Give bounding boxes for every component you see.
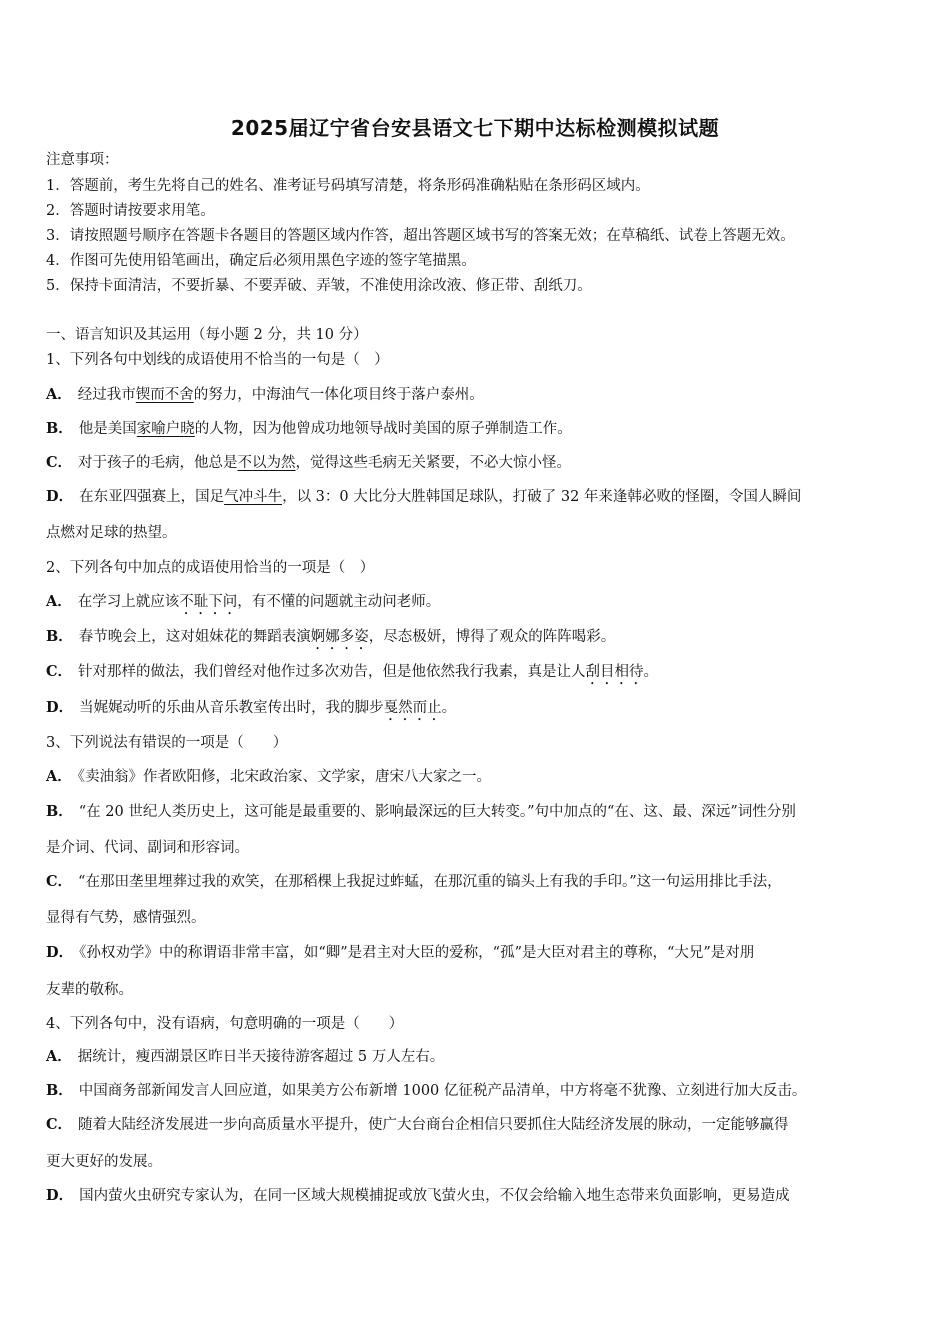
underlined-idiom: 锲而不舍	[135, 387, 194, 403]
underlined-idiom: 气冲斗牛	[224, 489, 283, 505]
question-1-option-d	[46, 487, 801, 507]
question-4-option-a	[46, 1047, 444, 1067]
option-label: B．	[46, 628, 73, 645]
question-2-option-d	[46, 698, 456, 724]
question-4-option-d	[46, 1186, 790, 1206]
option-text: “在 20 世纪人类历史上，这可能是最重要的、影响最深远的巨大转变。”句中加点的“在、这、最、深远”词性分别	[78, 804, 796, 820]
option-text: 在东亚四强赛上，国足	[79, 489, 225, 505]
dotted-idiom: 戛然而止	[383, 700, 442, 716]
question-4-stem: 4、下列各句中，没有语病，句意明确的一项是（ ）	[46, 1016, 404, 1032]
question-3-option-b-continued: 是介词、代词、副词和形容词。	[46, 840, 249, 856]
option-text: 在学习上就应该	[77, 594, 180, 610]
question-3-option-c	[46, 872, 782, 892]
question-1-option-c	[46, 453, 571, 473]
option-text: 国内萤火虫研究专家认为，在同一区域大规模捕捉或放飞萤火虫，不仅会给输入地生态带来负面影响，更易造成	[79, 1188, 790, 1204]
option-text: 中国商务部新闻发言人回应道，如果美方公布新增 1000 亿征税产品清单，中方将毫不犹豫、立刻进行加大反击。	[78, 1083, 807, 1099]
question-1-option-a	[46, 385, 484, 405]
option-text: 当娓娓动听的乐曲从音乐教室传出时，我的脚步	[79, 700, 384, 716]
option-text: ，以 3：0 大比分大胜韩国足球队，打破了 32 年来逢韩必败的怪圈，令国人瞬间	[282, 489, 802, 505]
option-text: 随着大陆经济发展进一步向高质量水平提升，使广大台商台企相信只要抓住大陆经济发展的脉动，一定能够赢得	[78, 1117, 789, 1133]
question-3-option-c-continued: 显得有气势，感情强烈。	[46, 910, 206, 926]
option-label: A．	[46, 386, 72, 403]
page-title: 2025届辽宁省台安县语文七下期中达标检测模拟试题	[230, 116, 720, 140]
option-label: C．	[46, 663, 73, 680]
option-label: D．	[46, 488, 74, 505]
option-label: C．	[46, 873, 73, 890]
option-label: C．	[46, 454, 73, 471]
option-text: 针对那样的做法，我们曾经对他作过多次劝告，但是他依然我行我素，真是让人	[78, 664, 586, 680]
option-text: 。	[643, 664, 659, 680]
option-text: 经过我市	[77, 387, 136, 403]
notice-item: 1．答题前，考生先将自己的姓名、准考证号码填写清楚，将条形码准确粘贴在条形码区域内。	[46, 178, 650, 194]
question-4-option-b	[46, 1081, 806, 1101]
option-label: B．	[46, 1082, 73, 1099]
option-label: B．	[46, 420, 73, 437]
option-text: 《卖油翁》作者欧阳修，北宋政治家、文学家，唐宋八大家之一。	[77, 769, 492, 785]
option-text: “在那田垄里埋葬过我的欢笑，在那稻棵上我捉过蚱蜢，在那沉重的镐头上有我的手印。”这一句运用排比手法，	[78, 874, 782, 890]
option-label: D．	[46, 699, 74, 716]
underlined-idiom: 不以为然	[237, 455, 296, 471]
option-text: 他是美国	[78, 421, 137, 437]
option-label: A．	[46, 768, 72, 785]
question-2-stem: 2、下列各句中加点的成语使用恰当的一项是（ ）	[46, 560, 375, 576]
option-label: A．	[46, 1048, 72, 1065]
question-4-option-c	[46, 1115, 789, 1135]
option-text: 据统计，瘦西湖景区昨日半天接待游客超过 5 万人左右。	[77, 1049, 445, 1065]
option-text: 《孙权劝学》中的称谓语非常丰富，如“卿”是君主对大臣的爱称，“孤”是大臣对君主的尊称，“大兄”是对朋	[79, 945, 755, 961]
option-text: 对于孩子的毛病，他总是	[78, 455, 238, 471]
question-1-stem: 1、下列各句中划线的成语使用不恰当的一句是（ ）	[46, 352, 389, 368]
notice-item: 4．作图可先使用铅笔画出，确定后必须用黑色字迹的签字笔描黑。	[46, 253, 476, 269]
option-label: D．	[46, 1187, 74, 1204]
notice-item: 2．答题时请按要求用笔。	[46, 203, 215, 219]
question-4-option-c-continued: 更大更好的发展。	[46, 1154, 162, 1170]
notice-item: 5．保持卡面清洁，不要折暴、不要弄破、弄皱，不准使用涂改液、修正带、刮纸刀。	[46, 278, 592, 294]
option-label: B．	[46, 803, 73, 820]
question-2-option-b	[46, 627, 615, 653]
option-text: 春节晚会上，这对姐妹花的舞蹈表演	[78, 629, 311, 645]
dotted-idiom: 不耻下问	[179, 594, 238, 610]
dotted-idiom: 刮目相待	[585, 664, 644, 680]
question-3-option-d-continued: 友辈的敬称。	[46, 982, 133, 998]
question-3-stem: 3、下列说法有错误的一项是（ ）	[46, 735, 288, 751]
question-3-option-b	[46, 802, 796, 822]
section-heading: 一、语言知识及其运用（每小题 2 分，共 10 分）	[46, 327, 368, 343]
option-label: A．	[46, 593, 72, 610]
question-3-option-d	[46, 943, 754, 963]
option-label: D．	[46, 944, 74, 961]
option-text: 。	[441, 700, 457, 716]
question-2-option-c	[46, 662, 658, 688]
option-text: ，尽态极妍，博得了观众的阵阵喝彩。	[368, 629, 616, 645]
underlined-idiom: 家喻户晓	[136, 421, 195, 437]
option-text: ，有不懂的问题就主动问老师。	[237, 594, 441, 610]
question-3-option-a	[46, 767, 491, 787]
question-2-option-a	[46, 592, 440, 618]
option-label: C．	[46, 1116, 73, 1133]
question-1-option-d-continued: 点燃对足球的热望。	[46, 525, 177, 541]
notice-heading: 注意事项：	[46, 152, 119, 168]
question-1-option-b	[46, 419, 572, 439]
notice-item: 3．请按照题号顺序在答题卡各题目的答题区域内作答，超出答题区域书写的答案无效；在草稿纸、试卷上答题无效。	[46, 228, 795, 244]
option-text: ，觉得这些毛病无关紧要，不必大惊小怪。	[295, 455, 572, 471]
dotted-idiom: 婀娜多姿	[310, 629, 369, 645]
option-text: 的努力，中海油气一体化项目终于落户泰州。	[193, 387, 484, 403]
option-text: 的人物，因为他曾成功地领导战时美国的原子弹制造工作。	[194, 421, 572, 437]
